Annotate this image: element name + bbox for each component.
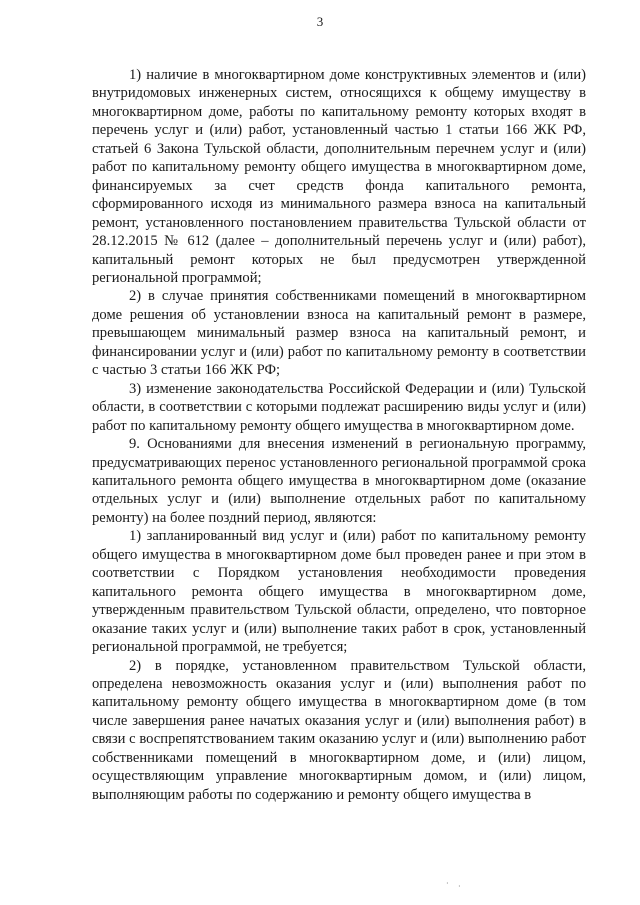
document-body xyxy=(92,66,586,804)
paragraph-item-2: 2) в случае принятия собственниками помещений в многоквартирном доме решения об установлении взноса на капитальный ремонт в размере, превышающем минимальный размер взноса на капитальный ремонт, и финансировании услуг и (или) работ по капитальному ремонту в соответствии с частью 3 статьи 166 ЖК РФ; xyxy=(92,288,586,379)
paragraph-item-1: 1) наличие в многоквартирном доме конструктивных элементов и (или) внутридомовых инженерных систем, относящихся к общему имуществу в многоквартирном доме, работы по капитальному ремонту которых входят в перечень услуг и (или) работ, установленный частью 1 статьи 166 ЖК РФ, статьей 6 Закона Тульской области, дополнительным перечнем услуг и (или) работ по капитальному ремонту общего имущества в многоквартирном доме, финансируемых за счет средств фонда капитального ремонта, сформированного исходя из минимального размера взноса на капитальный ремонт, установленного постановлением правительства Тульской области от 28.12.2015 № 612 (далее – дополнительный перечень услуг и (или) работ), капитальный ремонт которых не был предусмотрен утвержденной региональной программой; xyxy=(92,67,586,286)
scan-speck: · xyxy=(446,879,449,888)
paragraph-item-3: 3) изменение законодательства Российской Федерации и (или) Тульской области, в соответствии с которыми подлежат расширению виды услуг и (или) работ по капитальному ремонту общего имущества в многоквартирном доме. xyxy=(92,380,586,434)
paragraph-section-9: 9. Основаниями для внесения изменений в региональную программу, предусматривающих перенос установленного региональной программой срока капитального ремонта общего имущества в многоквартирном доме (оказание отдельных услуг и (или) выполнение отдельных работ по капитальному ремонту) на более поздний период, являются: xyxy=(92,436,586,526)
scan-speck: · xyxy=(458,882,461,891)
paragraph-section-9-item-1: 1) запланированный вид услуг и (или) работ по капитальному ремонту общего имущества в многоквартирном доме был проведен ранее и при этом в соответствии с Порядком установления необходимости проведения капитального ремонта общего имущества в многоквартирном доме, утвержденным правительством Тульской области, определено, что повторное оказание таких услуг и (или) выполнение таких работ в срок, установленный региональной программой, не требуется; xyxy=(92,528,586,656)
page-number: 3 xyxy=(316,14,324,29)
paragraph-section-9-item-2: 2) в порядке, установленном правительством Тульской области, определена невозможность оказания услуг и (или) выполнения работ по капитальному ремонту общего имущества в многоквартирном доме (в том числе завершения ранее начатых оказания услуг и (или) выполнения работ) в связи с воспрепятствованием таким оказанию услуг и (или) выполнению работ собственниками помещений в многоквартирном доме, и (или) лицом, осуществляющим управление многоквартирным домом, и (или) лицом, выполняющим работы по содержанию и ремонту общего имущества в xyxy=(92,657,586,803)
